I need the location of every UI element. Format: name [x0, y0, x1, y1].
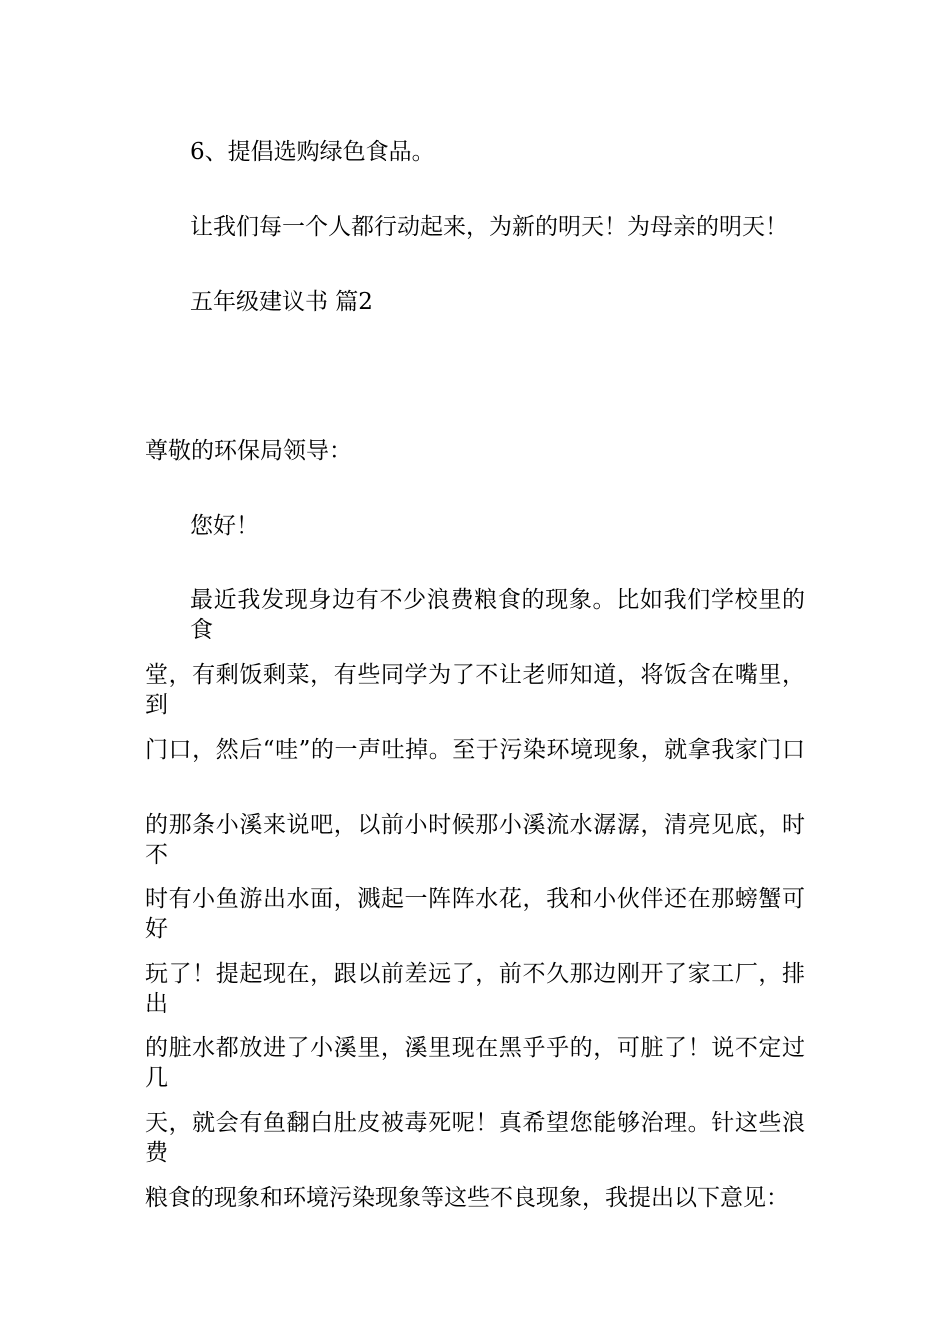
section-heading: 五年级建议书 篇2 [190, 289, 373, 315]
body-paragraph-line-5: 时有小鱼游出水面，溅起一阵阵水花，我和小伙伴还在那螃蟹可好 [145, 886, 805, 942]
body-paragraph-line-9: 粮食的现象和环境污染现象等这些不良现象，我提出以下意见： [145, 1185, 789, 1211]
greeting: 您好！ [190, 513, 259, 539]
body-paragraph-line-4: 的那条小溪来说吧，以前小时候那小溪流水潺潺，清亮见底，时不 [145, 812, 805, 868]
closing-call-paragraph: 让我们每一个人都行动起来，为新的明天！为母亲的明天！ [190, 214, 788, 240]
body-paragraph-line-1: 最近我发现身边有不少浪费粮食的现象。比如我们学校里的食 [190, 587, 805, 643]
salutation: 尊敬的环保局领导： [145, 438, 352, 464]
body-paragraph-line-3: 门口，然后“哇”的一声吐掉。至于污染环境现象，就拿我家门口 [145, 737, 805, 763]
body-paragraph-line-7: 的脏水都放进了小溪里，溪里现在黑乎乎的，可脏了！说不定过几 [145, 1035, 805, 1091]
list-item-6: 6、提倡选购绿色食品。 [190, 139, 435, 165]
body-paragraph-line-6: 玩了！提起现在，跟以前差远了，前不久那边刚开了家工厂，排出 [145, 961, 805, 1017]
body-paragraph-line-8: 天，就会有鱼翻白肚皮被毒死呢！真希望您能够治理。针这些浪费 [145, 1110, 805, 1166]
body-paragraph-line-2: 堂，有剩饭剩菜，有些同学为了不让老师知道，将饭含在嘴里，到 [145, 662, 805, 718]
